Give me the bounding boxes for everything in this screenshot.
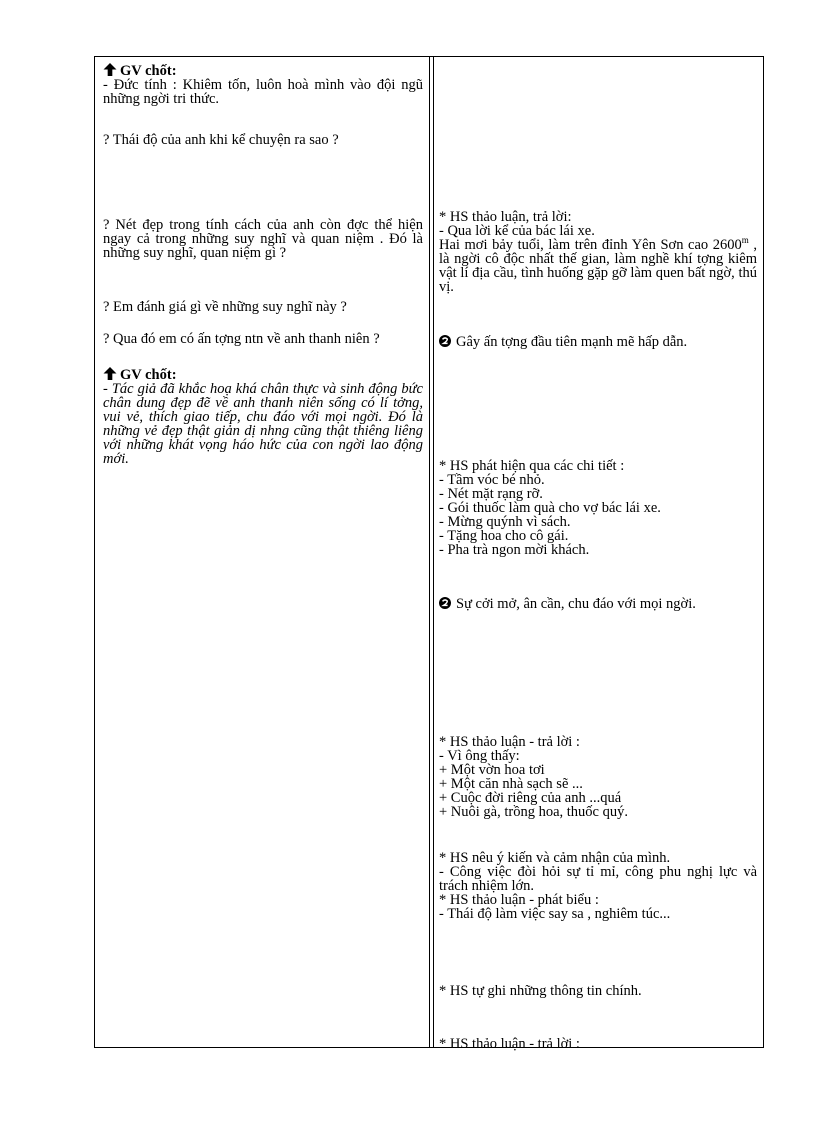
- student-answer-1: [439, 210, 757, 294]
- column-divider-inner: [433, 57, 434, 1047]
- answer-item: - Nét mặt rạng rỡ.: [439, 486, 543, 502]
- answer-item: * HS nêu ý kiến và cảm nhận của mình.: [439, 850, 671, 866]
- student-answer-3: [439, 459, 757, 557]
- teacher-conclusion-heading: GV chốt:: [120, 63, 177, 79]
- answer-item: - Vì ông thấy:: [439, 748, 520, 764]
- numbered-bullet-icon: [439, 597, 451, 609]
- answer-item: - Công việc đòi hỏi sự tỉ mỉ, công phu nghị lực và trách nhiệm lớn.: [439, 864, 757, 894]
- answer-item: - Tầm vóc bé nhỏ.: [439, 472, 545, 488]
- teacher-question: ? Em đánh giá gì về những suy nghĩ này ?: [103, 299, 347, 315]
- student-answer-2: [439, 335, 757, 349]
- teacher-conclusion-text: - Tác giả đã khắc hoạ khá chân thực và sinh động bức chân dung đẹp đẽ về anh thanh niên sống có lí tởng, vui vẻ, thích giao tiếp, chu đáo với mọi ngời. Đó là những vẻ đẹp thật giản dị nhng cũng thật thiêng liêng với những khát vọng háo hức của con ngời lao động mới.: [103, 381, 423, 467]
- answer-item: - Pha trà ngon mời khách.: [439, 542, 590, 558]
- arrow-up-icon: [103, 63, 117, 76]
- student-answer-line: [439, 235, 757, 295]
- answer-item: - Mừng quýnh vì sách.: [439, 514, 571, 530]
- answer-item: - Tặng hoa cho cô gái.: [439, 528, 569, 544]
- superscript-unit: m: [741, 235, 749, 246]
- answer-text: , là ngời cô độc nhất thế gian, làm nghề khí tợng kiêm vật lí địa cầu, tình huống gặp gỡ làm quen bất ngờ, thú vị.: [439, 237, 757, 295]
- answer-item: * HS thảo luận - phát biểu :: [439, 892, 599, 908]
- teacher-conclusion-1: [103, 63, 423, 106]
- lesson-table: [94, 56, 764, 1052]
- answer-item: + Nuôi gà, trồng hoa, thuốc quý.: [439, 804, 628, 820]
- answer-item: - Gói thuốc làm quà cho vợ bác lái xe.: [439, 500, 661, 516]
- student-answer-line: * HS thảo luận, trả lời:: [439, 209, 572, 225]
- numbered-bullet-icon: [439, 335, 451, 347]
- answer-text: Sự cởi mở, ân cần, chu đáo với mọi ngời.: [456, 596, 696, 612]
- answer-item: * HS thảo luận - trả lời :: [439, 734, 580, 750]
- answer-text: Hai mơi bảy tuổi, làm trên đỉnh Yên Sơn cao 2600: [439, 237, 742, 253]
- student-answer-4: [439, 597, 757, 611]
- student-answer-7: * HS tự ghi những thông tin chính.: [439, 983, 642, 999]
- teacher-conclusion-2: [103, 367, 423, 466]
- answer-text: Gây ấn tợng đầu tiên mạnh mẽ hấp dẫn.: [456, 334, 688, 350]
- student-answer-5: [439, 735, 757, 819]
- teacher-conclusion-text: - Đức tính : Khiêm tốn, luôn hoà mình vào đội ngũ những ngời tri thức.: [103, 77, 423, 107]
- teacher-question: ? Qua đó em có ấn tợng ntn về anh thanh niên ?: [103, 331, 380, 347]
- answer-item: + Một vờn hoa tơi: [439, 762, 545, 778]
- teacher-conclusion-heading: GV chốt:: [120, 367, 177, 383]
- student-answer-8: * HS thảo luận - trả lời :: [439, 1036, 580, 1052]
- answer-item: - Thái độ làm việc say sa , nghiêm túc...: [439, 906, 671, 922]
- student-answer-line: - Qua lời kể của bác lái xe.: [439, 223, 595, 239]
- student-answer-6: [439, 851, 757, 921]
- teacher-question: ? Nét đẹp trong tính cách của anh còn đợc thể hiện ngay cả trong những suy nghĩ và quan niệm . Đó là những suy nghĩ, quan niệm gì ?: [103, 217, 423, 261]
- answer-item: * HS phát hiện qua các chi tiết :: [439, 458, 625, 474]
- answer-item: + Một căn nhà sạch sẽ ...: [439, 776, 583, 792]
- teacher-question: ? Thái độ của anh khi kể chuyện ra sao ?: [103, 132, 339, 148]
- arrow-up-icon: [103, 367, 117, 380]
- column-divider: [429, 57, 430, 1047]
- answer-item: + Cuộc đời riêng của anh ...quá: [439, 790, 622, 806]
